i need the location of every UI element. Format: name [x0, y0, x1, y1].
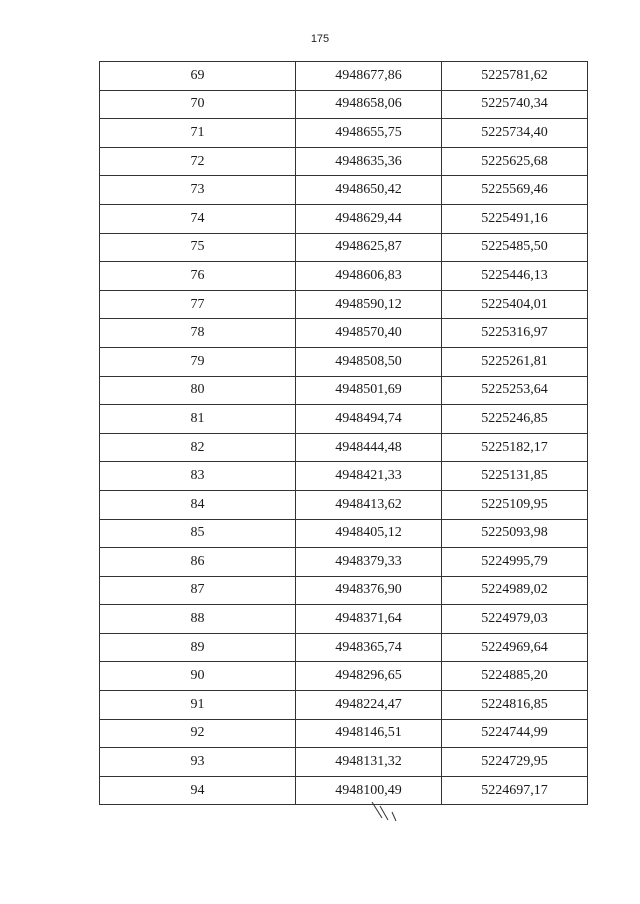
y-coordinate-cell: 5225734,40	[442, 119, 588, 148]
point-number-cell: 71	[100, 119, 296, 148]
y-coordinate-cell: 5224989,02	[442, 576, 588, 605]
y-coordinate-cell: 5225781,62	[442, 62, 588, 91]
x-coordinate-cell: 4948405,12	[296, 519, 442, 548]
point-number-cell: 93	[100, 748, 296, 777]
x-coordinate-cell: 4948376,90	[296, 576, 442, 605]
x-coordinate-cell: 4948365,74	[296, 633, 442, 662]
table-row	[100, 576, 588, 605]
point-number-cell: 90	[100, 662, 296, 691]
table-row	[100, 147, 588, 176]
point-number-cell: 88	[100, 605, 296, 634]
point-number-cell: 92	[100, 719, 296, 748]
y-coordinate-cell: 5224979,03	[442, 605, 588, 634]
coordinates-table-body	[100, 62, 588, 805]
table-row	[100, 719, 588, 748]
table-row	[100, 548, 588, 577]
x-coordinate-cell: 4948508,50	[296, 347, 442, 376]
y-coordinate-cell: 5225740,34	[442, 90, 588, 119]
y-coordinate-cell: 5225246,85	[442, 405, 588, 434]
y-coordinate-cell: 5224744,99	[442, 719, 588, 748]
table-row	[100, 376, 588, 405]
point-number-cell: 78	[100, 319, 296, 348]
y-coordinate-cell: 5225093,98	[442, 519, 588, 548]
x-coordinate-cell: 4948444,48	[296, 433, 442, 462]
x-coordinate-cell: 4948296,65	[296, 662, 442, 691]
x-coordinate-cell: 4948413,62	[296, 490, 442, 519]
x-coordinate-cell: 4948625,87	[296, 233, 442, 262]
x-coordinate-cell: 4948677,86	[296, 62, 442, 91]
table-row	[100, 776, 588, 805]
y-coordinate-cell: 5225316,97	[442, 319, 588, 348]
y-coordinate-cell: 5225253,64	[442, 376, 588, 405]
y-coordinate-cell: 5225569,46	[442, 176, 588, 205]
y-coordinate-cell: 5224969,64	[442, 633, 588, 662]
x-coordinate-cell: 4948224,47	[296, 691, 442, 720]
table-row	[100, 204, 588, 233]
table-row	[100, 119, 588, 148]
y-coordinate-cell: 5225485,50	[442, 233, 588, 262]
x-coordinate-cell: 4948650,42	[296, 176, 442, 205]
point-number-cell: 69	[100, 62, 296, 91]
y-coordinate-cell: 5224816,85	[442, 691, 588, 720]
y-coordinate-cell: 5225491,16	[442, 204, 588, 233]
page-number: 175	[310, 33, 330, 45]
point-number-cell: 85	[100, 519, 296, 548]
y-coordinate-cell: 5224729,95	[442, 748, 588, 777]
y-coordinate-cell: 5225131,85	[442, 462, 588, 491]
table-row	[100, 605, 588, 634]
point-number-cell: 80	[100, 376, 296, 405]
table-row	[100, 519, 588, 548]
point-number-cell: 87	[100, 576, 296, 605]
x-coordinate-cell: 4948100,49	[296, 776, 442, 805]
table-row	[100, 290, 588, 319]
x-coordinate-cell: 4948658,06	[296, 90, 442, 119]
x-coordinate-cell: 4948635,36	[296, 147, 442, 176]
x-coordinate-cell: 4948629,44	[296, 204, 442, 233]
y-coordinate-cell: 5224885,20	[442, 662, 588, 691]
point-number-cell: 75	[100, 233, 296, 262]
table-row	[100, 433, 588, 462]
coordinates-table	[99, 61, 588, 805]
table-row	[100, 347, 588, 376]
table-row	[100, 176, 588, 205]
y-coordinate-cell: 5224697,17	[442, 776, 588, 805]
point-number-cell: 76	[100, 262, 296, 291]
point-number-cell: 73	[100, 176, 296, 205]
signature-mark	[368, 800, 408, 822]
point-number-cell: 77	[100, 290, 296, 319]
x-coordinate-cell: 4948131,32	[296, 748, 442, 777]
table-row	[100, 319, 588, 348]
table-row	[100, 233, 588, 262]
x-coordinate-cell: 4948371,64	[296, 605, 442, 634]
x-coordinate-cell: 4948606,83	[296, 262, 442, 291]
point-number-cell: 94	[100, 776, 296, 805]
x-coordinate-cell: 4948146,51	[296, 719, 442, 748]
point-number-cell: 91	[100, 691, 296, 720]
y-coordinate-cell: 5225404,01	[442, 290, 588, 319]
x-coordinate-cell: 4948590,12	[296, 290, 442, 319]
point-number-cell: 81	[100, 405, 296, 434]
point-number-cell: 89	[100, 633, 296, 662]
table-row	[100, 405, 588, 434]
x-coordinate-cell: 4948570,40	[296, 319, 442, 348]
point-number-cell: 72	[100, 147, 296, 176]
y-coordinate-cell: 5225182,17	[442, 433, 588, 462]
table-row	[100, 490, 588, 519]
point-number-cell: 86	[100, 548, 296, 577]
point-number-cell: 84	[100, 490, 296, 519]
table-row	[100, 90, 588, 119]
table-row	[100, 462, 588, 491]
table-row	[100, 62, 588, 91]
x-coordinate-cell: 4948421,33	[296, 462, 442, 491]
point-number-cell: 83	[100, 462, 296, 491]
point-number-cell: 79	[100, 347, 296, 376]
x-coordinate-cell: 4948655,75	[296, 119, 442, 148]
point-number-cell: 70	[100, 90, 296, 119]
table-row	[100, 662, 588, 691]
x-coordinate-cell: 4948379,33	[296, 548, 442, 577]
table-row	[100, 691, 588, 720]
table-row	[100, 262, 588, 291]
point-number-cell: 74	[100, 204, 296, 233]
table-row	[100, 633, 588, 662]
y-coordinate-cell: 5225625,68	[442, 147, 588, 176]
x-coordinate-cell: 4948494,74	[296, 405, 442, 434]
y-coordinate-cell: 5225109,95	[442, 490, 588, 519]
table-row	[100, 748, 588, 777]
y-coordinate-cell: 5224995,79	[442, 548, 588, 577]
y-coordinate-cell: 5225446,13	[442, 262, 588, 291]
y-coordinate-cell: 5225261,81	[442, 347, 588, 376]
point-number-cell: 82	[100, 433, 296, 462]
x-coordinate-cell: 4948501,69	[296, 376, 442, 405]
